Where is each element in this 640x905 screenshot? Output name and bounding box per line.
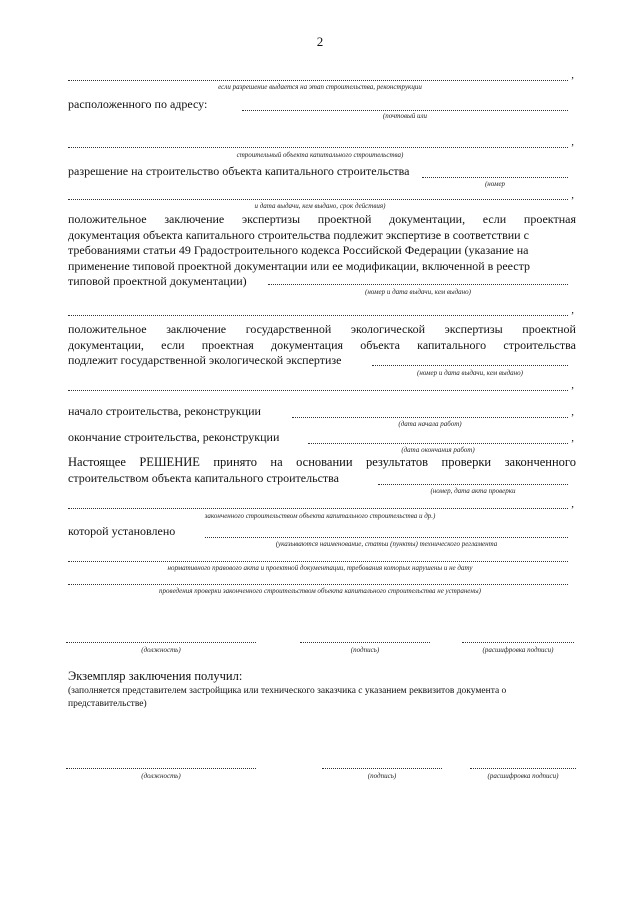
sig1-position-line[interactable]	[66, 642, 256, 643]
sig2-position-line[interactable]	[66, 768, 256, 769]
eco-line-2-fill[interactable]	[68, 390, 568, 391]
expertise-line-1: положительное заключение экспертизы проектной документации, если проектная	[68, 212, 576, 226]
eco-line-3: подлежит государственной экологической экспертизе	[68, 353, 342, 367]
comma: ,	[571, 189, 574, 201]
norm-caption: нормативного правового акта и проектной документации, требования которых нарушены и не дату	[167, 564, 473, 572]
end-line[interactable]	[308, 443, 568, 444]
page-number: 2	[316, 34, 324, 49]
sig2-signature-caption: (подпись)	[367, 772, 397, 780]
expertise-line-4: применение типовой проектной документации или ее модификации, включенной в реестр	[68, 258, 531, 273]
decision-line-1: Настоящее РЕШЕНИЕ принято на основании результатов проверки законченного	[68, 455, 576, 469]
end-label: окончание строительства, реконструкции	[68, 430, 280, 444]
decision-paragraph	[68, 455, 576, 486]
eco-caption: (номер и дата выдачи, кем выдано)	[417, 369, 523, 377]
fill-line-1[interactable]	[68, 80, 568, 81]
decision-caption: (номер, дата акта проверки	[430, 487, 516, 495]
permit-line-2[interactable]	[68, 199, 568, 200]
established-label: которой установлено	[68, 524, 176, 538]
comma: ,	[571, 379, 574, 391]
sig1-position-caption: (должность)	[141, 646, 181, 654]
start-label: начало строительства, реконструкции	[68, 404, 261, 418]
norm-line[interactable]	[68, 561, 568, 562]
expertise-line-2: документация объекта капитального строительства подлежит экспертизе в соответствии с	[68, 227, 529, 242]
sig2-position-caption: (должность)	[141, 772, 181, 780]
decision-line-2: строительством объекта капитального строительства	[68, 470, 339, 485]
decision-caption-2: законченного строительством объекта капитального строительства и др.)	[204, 512, 436, 520]
permit-caption-2: и дата выдачи, кем выдано, срок действия)	[254, 202, 386, 210]
decision-line[interactable]	[378, 484, 568, 485]
eco-paragraph	[68, 322, 576, 369]
permit-line[interactable]	[422, 177, 568, 178]
comma: ,	[571, 432, 574, 444]
end-caption: (дата окончания работ)	[401, 446, 475, 454]
permit-label: разрешение на строительство объекта капитального строительства	[68, 164, 410, 178]
line1-caption: если разрешение выдается на этап строительства, реконструкции	[218, 83, 422, 91]
comma: ,	[571, 136, 574, 148]
expertise-line-2-fill[interactable]	[68, 315, 568, 316]
start-line[interactable]	[292, 417, 568, 418]
fill-line-2[interactable]	[68, 147, 568, 148]
address-label: расположенного по адресу:	[68, 97, 208, 111]
sig1-decoding-caption: (расшифровка подписи)	[482, 646, 554, 654]
eco-line-1: положительное заключение государственной экологической экспертизы проектной	[68, 322, 576, 336]
permit-caption: (номер	[484, 180, 506, 188]
eco-line-2: документации, если проектная документация объекта капитального строительства	[68, 337, 576, 352]
comma: ,	[571, 498, 574, 510]
expertise-line-5: типовой проектной документации)	[68, 274, 247, 288]
sig2-signature-line[interactable]	[322, 768, 442, 769]
comma: ,	[571, 406, 574, 418]
expertise-line-3: требованиями статьи 49 Градостроительного кодекса Российской Федерации (указание на	[68, 243, 529, 257]
decision-line-2-fill[interactable]	[68, 508, 568, 509]
eco-line[interactable]	[372, 365, 568, 366]
comma: ,	[571, 304, 574, 316]
sig1-signature-line[interactable]	[300, 642, 430, 643]
object-caption: строительный объекта капитального строительства)	[236, 151, 404, 159]
expertise-paragraph	[68, 212, 576, 290]
comma: ,	[571, 69, 574, 81]
established-line[interactable]	[205, 537, 568, 538]
sig2-decoding-caption: (расшифровка подписи)	[487, 772, 559, 780]
check-line[interactable]	[68, 584, 568, 585]
expertise-line[interactable]	[268, 284, 568, 285]
expertise-caption: (номер и дата выдачи, кем выдано)	[365, 288, 471, 296]
sig1-signature-caption: (подпись)	[350, 646, 380, 654]
start-caption: (дата начала работ)	[398, 420, 462, 428]
address-line[interactable]	[242, 110, 568, 111]
address-caption: (почтовый или	[382, 112, 428, 120]
copy-note: (заполняется представителем застройщика или технического заказчика с указанием реквизитов документа о представительстве)	[68, 686, 507, 709]
copy-title: Экземпляр заключения получил:	[68, 669, 243, 683]
sig1-decoding-line[interactable]	[462, 642, 574, 643]
established-caption: (указываются наименование, статьи (пункты) технического регламента	[275, 540, 498, 548]
check-caption: проведения проверки законченного строительством объекта капитального строительства не устранены)	[159, 587, 481, 595]
sig2-decoding-line[interactable]	[470, 768, 576, 769]
